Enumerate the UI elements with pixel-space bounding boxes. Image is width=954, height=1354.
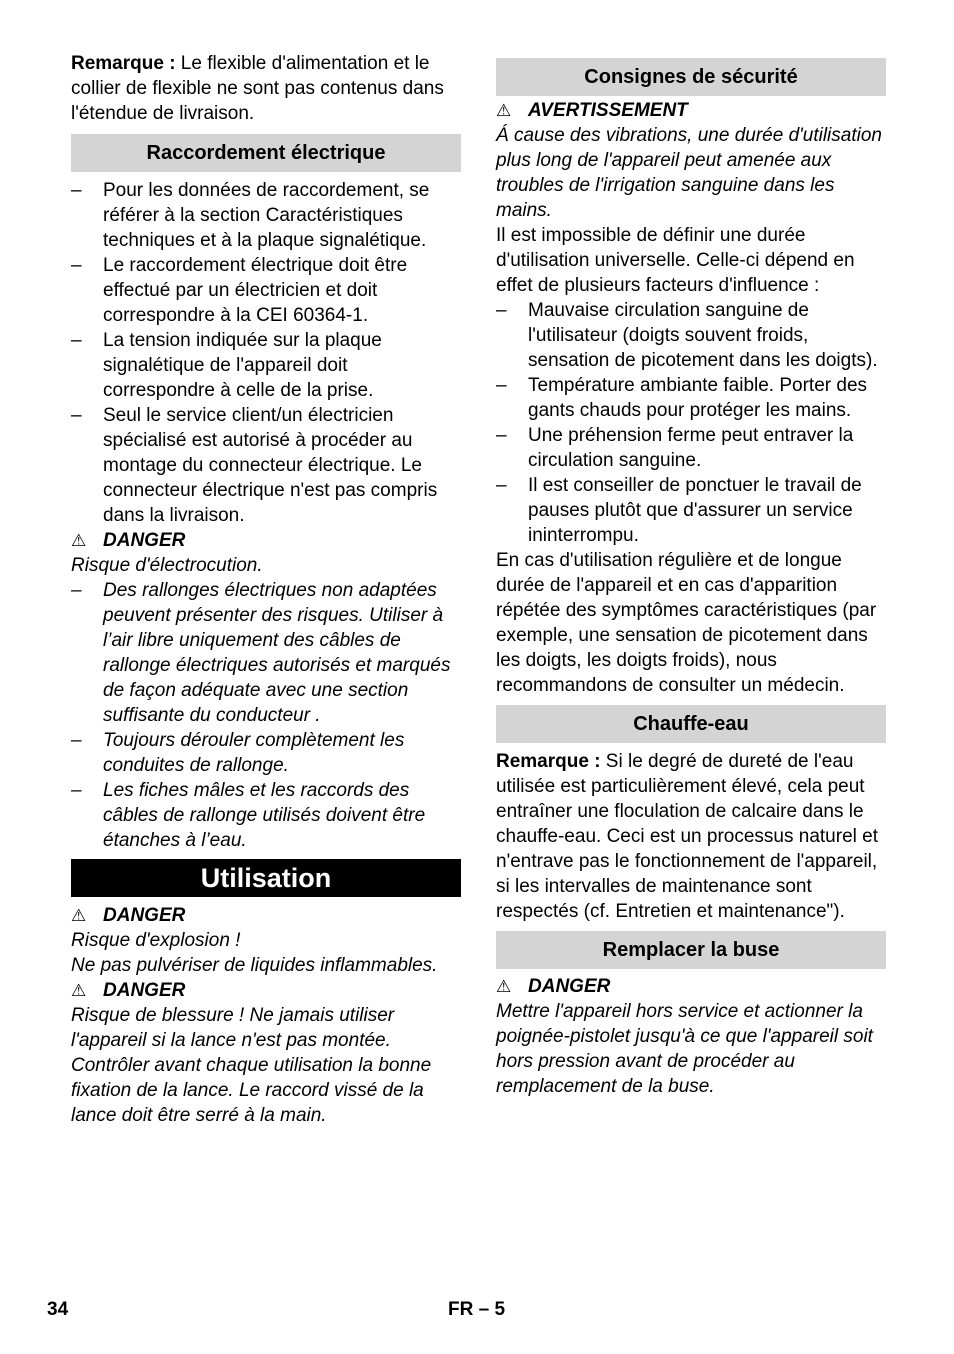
- danger-list: [71, 578, 461, 853]
- danger-label: ⚠ DANGER: [71, 980, 186, 1001]
- chapter-heading-utilisation: Utilisation: [71, 859, 461, 897]
- list-item: – Les fiches mâles et les raccords des câbles de rallonge utilisés doivent être étanches à l’eau.: [71, 778, 461, 853]
- paragraph: Il est impossible de définir une durée d'utilisation universelle. Celle-ci dépend en effet de plusieurs facteurs d'influence :: [496, 225, 855, 296]
- warning-triangle-icon: ⚠: [496, 977, 512, 996]
- danger-label: ⚠ DANGER: [71, 530, 186, 551]
- electrical-list: [71, 178, 461, 528]
- list-item: – Pour les données de raccordement, se référer à la section Caractéristiques techniques et à la plaque signalétique.: [71, 178, 461, 253]
- danger-text: Risque de blessure ! Ne jamais utiliser l'appareil si la lance n'est pas montée. Contrôler avant chaque utilisation la bonne fixation de la lance. Le raccord vissé de la lance doit être serré à la main.: [71, 1005, 432, 1126]
- list-item: – Seul le service client/un électricien spécialisé est autorisé à procéder au montage du connecteur électrique. Le connecteur électrique n'est pas compris dans la livraison.: [71, 403, 461, 528]
- delivery-note: Remarque : Le flexible d'alimentation et le collier de flexible ne sont pas contenus dans l'étendue de livraison.: [71, 53, 444, 124]
- danger-text: Ne pas pulvériser de liquides inflammables.: [71, 955, 438, 976]
- warning-text: Á cause des vibrations, une durée d'utilisation plus long de l'appareil peut amenée aux troubles de l'irrigation sanguine dans les mains.: [496, 125, 882, 221]
- list-item: – Température ambiante faible. Porter des gants chauds pour protéger les mains.: [496, 373, 886, 423]
- list-item: – Toujours dérouler complètement les conduites de rallonge.: [71, 728, 461, 778]
- danger-label: ⚠ DANGER: [71, 905, 186, 926]
- danger-text: Risque d'électrocution.: [71, 555, 263, 576]
- warning-triangle-icon: ⚠: [496, 101, 512, 120]
- list-item: – Le raccordement électrique doit être effectué par un électricien et doit correspondre à la CEI 60364-1.: [71, 253, 461, 328]
- section-heading-electrical: Raccordement électrique: [71, 134, 461, 172]
- danger-label: ⚠ DANGER: [496, 976, 611, 997]
- danger-text: Risque d'explosion !: [71, 930, 241, 951]
- list-item: – Des rallonges électriques non adaptées peuvent présenter des risques. Utiliser à l’air libre uniquement des câbles de rallonge électriques autorisés et marqués de façon adéquate avec une section suffisante du conducteur .: [71, 578, 461, 728]
- page-number: 34: [47, 1299, 69, 1320]
- list-item: – Mauvaise circulation sanguine de l'utilisateur (doigts souvent froids, sensation de picotement dans les doigts).: [496, 298, 886, 373]
- section-heading-nozzle: Remplacer la buse: [496, 931, 886, 969]
- right-column: [496, 51, 886, 1099]
- section-reference: FR – 5: [448, 1299, 506, 1320]
- list-item: – La tension indiquée sur la plaque signalétique de l'appareil doit correspondre à celle de la prise.: [71, 328, 461, 403]
- water-heater-note: Remarque : Si le degré de dureté de l'eau utilisée est particulièrement élevé, cela peut entraîner une floculation de calcaire dans le chauffe-eau. Ceci est un processus naturel et n'entrave pas le fonctionnement de l'appareil, si les intervalles de maintenance sont respectés (cf. Entretien et maintenance").: [496, 751, 878, 922]
- left-column: [71, 51, 461, 1128]
- warning-label: ⚠ AVERTISSEMENT: [496, 100, 688, 121]
- warning-triangle-icon: ⚠: [71, 981, 87, 1000]
- list-item: – Une préhension ferme peut entraver la circulation sanguine.: [496, 423, 886, 473]
- danger-text: Mettre l'appareil hors service et actionner la poignée-pistolet jusqu'à ce que l'appareil soit hors pression avant de procéder au remplacement de la buse.: [496, 1001, 873, 1097]
- section-heading-safety: Consignes de sécurité: [496, 58, 886, 96]
- warning-triangle-icon: ⚠: [71, 906, 87, 925]
- factors-list: [496, 298, 886, 548]
- paragraph: En cas d'utilisation régulière et de longue durée de l'appareil et en cas d'apparition répétée des symptômes caractéristiques (par exemple, une sensation de picotement dans les doigts, les doigts froids), nous recommandons de consulter un médecin.: [496, 550, 877, 696]
- section-heading-water-heater: Chauffe-eau: [496, 705, 886, 743]
- list-item: – Il est conseiller de ponctuer le travail de pauses plutôt que d'assurer un service ininterrompu.: [496, 473, 886, 548]
- warning-triangle-icon: ⚠: [71, 531, 87, 550]
